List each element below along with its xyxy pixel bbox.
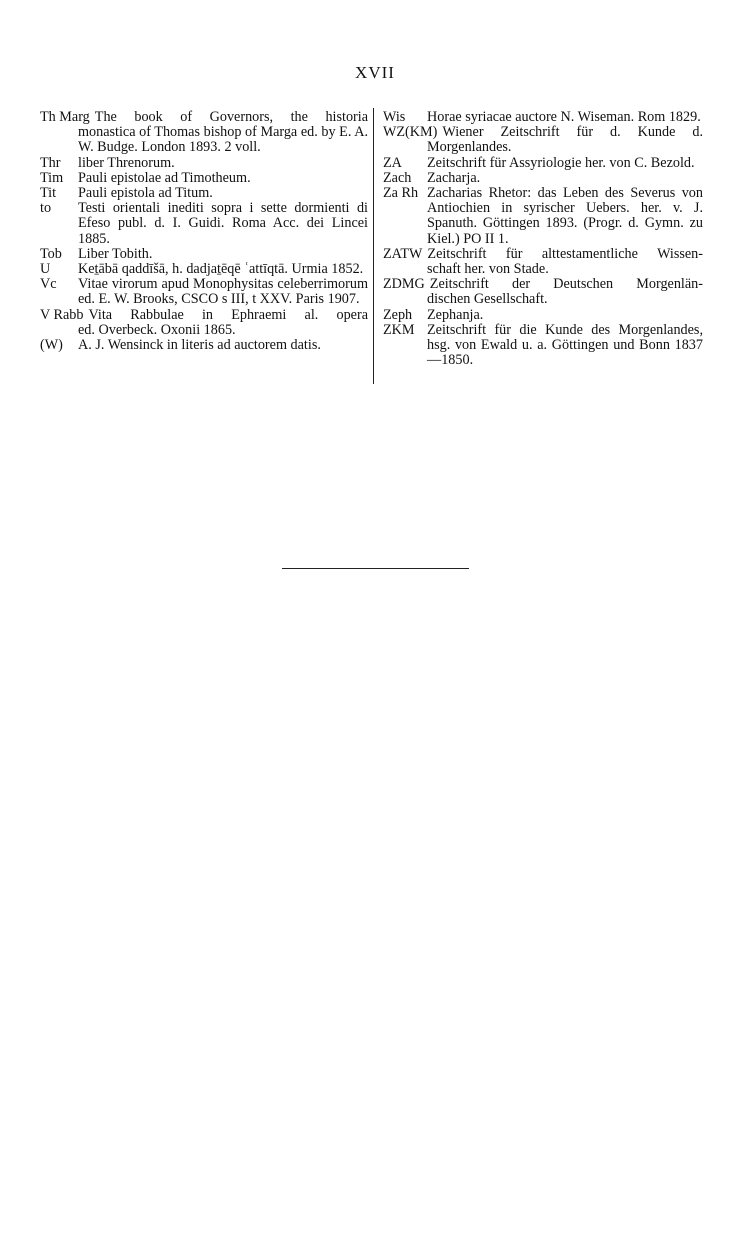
abbreviation-description: Liber Tobith. <box>78 245 153 262</box>
abbreviation-entry <box>383 308 703 323</box>
abbreviation-description-continued: ed. Overbeck. Oxonii 1865. <box>78 321 236 338</box>
column-divider <box>373 108 374 384</box>
abbreviation-description: A. J. Wensinck in literis ad auctorem datis. <box>78 337 321 354</box>
abbreviation-description: Testi orientali inediti sopra i sette dormienti di Efeso publ. d. I. Guidi. Roma Acc. dei Lincei 1885. <box>78 200 368 247</box>
abbreviation-key: ZKM <box>383 321 415 338</box>
abbreviation-key: Thr <box>40 154 61 171</box>
abbreviation-entry <box>40 262 368 277</box>
abbreviation-key: V Rabb <box>40 306 84 323</box>
abbreviation-description-continued: schaft her. von Stade. <box>427 261 549 278</box>
abbreviation-entry <box>383 110 703 125</box>
abbreviation-key: Tit <box>40 185 57 202</box>
abbreviation-description: Zeitschrift für die Kunde des Morgenlandes, hsg. von Ewald u. a. Göttingen und Bonn 1837—1850. <box>427 321 703 369</box>
abbreviation-entry <box>40 186 368 201</box>
abbreviation-key: WZ(KM) <box>383 124 438 141</box>
abbreviation-key: ZA <box>383 154 402 171</box>
abbreviation-description: Zacharja. <box>427 169 481 186</box>
abbreviation-list-left <box>40 110 368 353</box>
abbreviation-entry <box>383 323 703 369</box>
abbreviation-description: Vita Rabbulae in Ephraemi al. opera <box>88 306 368 323</box>
abbreviation-key: to <box>40 200 52 217</box>
abbreviation-description: Zeitschrift für alttestamentliche Wissen- <box>427 245 703 262</box>
abbreviation-key: Zeph <box>383 306 413 323</box>
abbreviation-entry <box>40 277 368 307</box>
abbreviation-key: ZDMG <box>383 276 425 293</box>
abbreviation-entry <box>383 125 703 155</box>
abbreviation-entry <box>383 156 703 171</box>
abbreviation-description: Pauli epistola ad Titum. <box>78 185 213 202</box>
abbreviation-entry <box>383 186 703 247</box>
page-number: XVII <box>355 63 395 82</box>
abbreviation-key: (W) <box>40 337 63 354</box>
abbreviation-description: The book of Governors, the historia <box>94 109 368 125</box>
abbreviation-key: Th Marg <box>40 109 90 125</box>
abbreviation-description: Keṯābā qaddīšā, h. dadjaṯēqē ʿattīqtā. Urmia 1852. <box>78 261 364 278</box>
abbreviation-description: liber Threnorum. <box>78 154 175 171</box>
abbreviation-description: Zacharias Rhetor: das Leben des Severus von Antiochien in syrischer Uebers. her. v. J. Spanuth. Göttingen 1893. (Progr. d. Gymn. zu Kiel.) PO II 1. <box>427 185 703 247</box>
abbreviation-key: ZATW <box>383 245 423 262</box>
abbreviation-key: Vc <box>40 276 57 293</box>
abbreviation-description: Horae syriacae auctore N. Wiseman. Rom 1829. <box>427 109 701 125</box>
abbreviation-entry <box>40 338 368 353</box>
abbreviation-description: Zeitschrift der Deutschen Morgenlän- <box>429 276 703 293</box>
abbreviation-key: Tim <box>40 169 64 186</box>
abbreviation-entry <box>383 247 703 277</box>
abbreviation-key: Wis <box>383 109 406 125</box>
abbreviation-description: Wiener Zeitschrift für d. Kunde d. <box>442 124 703 141</box>
abbreviation-description: Zeitschrift für Assyriologie her. von C. Bezold. <box>427 154 695 171</box>
abbreviation-description-continued: Morgenlandes. <box>427 139 512 156</box>
abbreviation-entry <box>383 277 703 307</box>
abbreviation-entry <box>40 171 368 186</box>
abbreviation-description-continued: monastica of Thomas bishop of Marga ed. by E. A. W. Budge. London 1893. 2 voll. <box>78 124 368 156</box>
abbreviation-entry <box>40 308 368 338</box>
abbreviation-entry <box>40 247 368 262</box>
abbreviation-list-right <box>383 110 703 368</box>
section-end-rule <box>282 568 469 569</box>
abbreviation-description: Pauli epistolae ad Timotheum. <box>78 169 251 186</box>
abbreviation-key: U <box>40 261 51 278</box>
abbreviation-entry <box>40 110 368 156</box>
abbreviation-description: Zephanja. <box>427 306 484 323</box>
abbreviation-entry <box>40 156 368 171</box>
abbreviation-description-continued: dischen Gesellschaft. <box>427 291 548 308</box>
abbreviation-entry <box>383 171 703 186</box>
abbreviation-entry <box>40 201 368 247</box>
abbreviation-key: Zach <box>383 169 412 186</box>
abbreviation-key: Za Rh <box>383 185 419 202</box>
abbreviation-description: Vitae virorum apud Monophysitas celeberrimorum ed. E. W. Brooks, CSCO s III, t XXV. Paris 1907. <box>78 276 368 308</box>
abbreviation-key: Tob <box>40 245 62 262</box>
